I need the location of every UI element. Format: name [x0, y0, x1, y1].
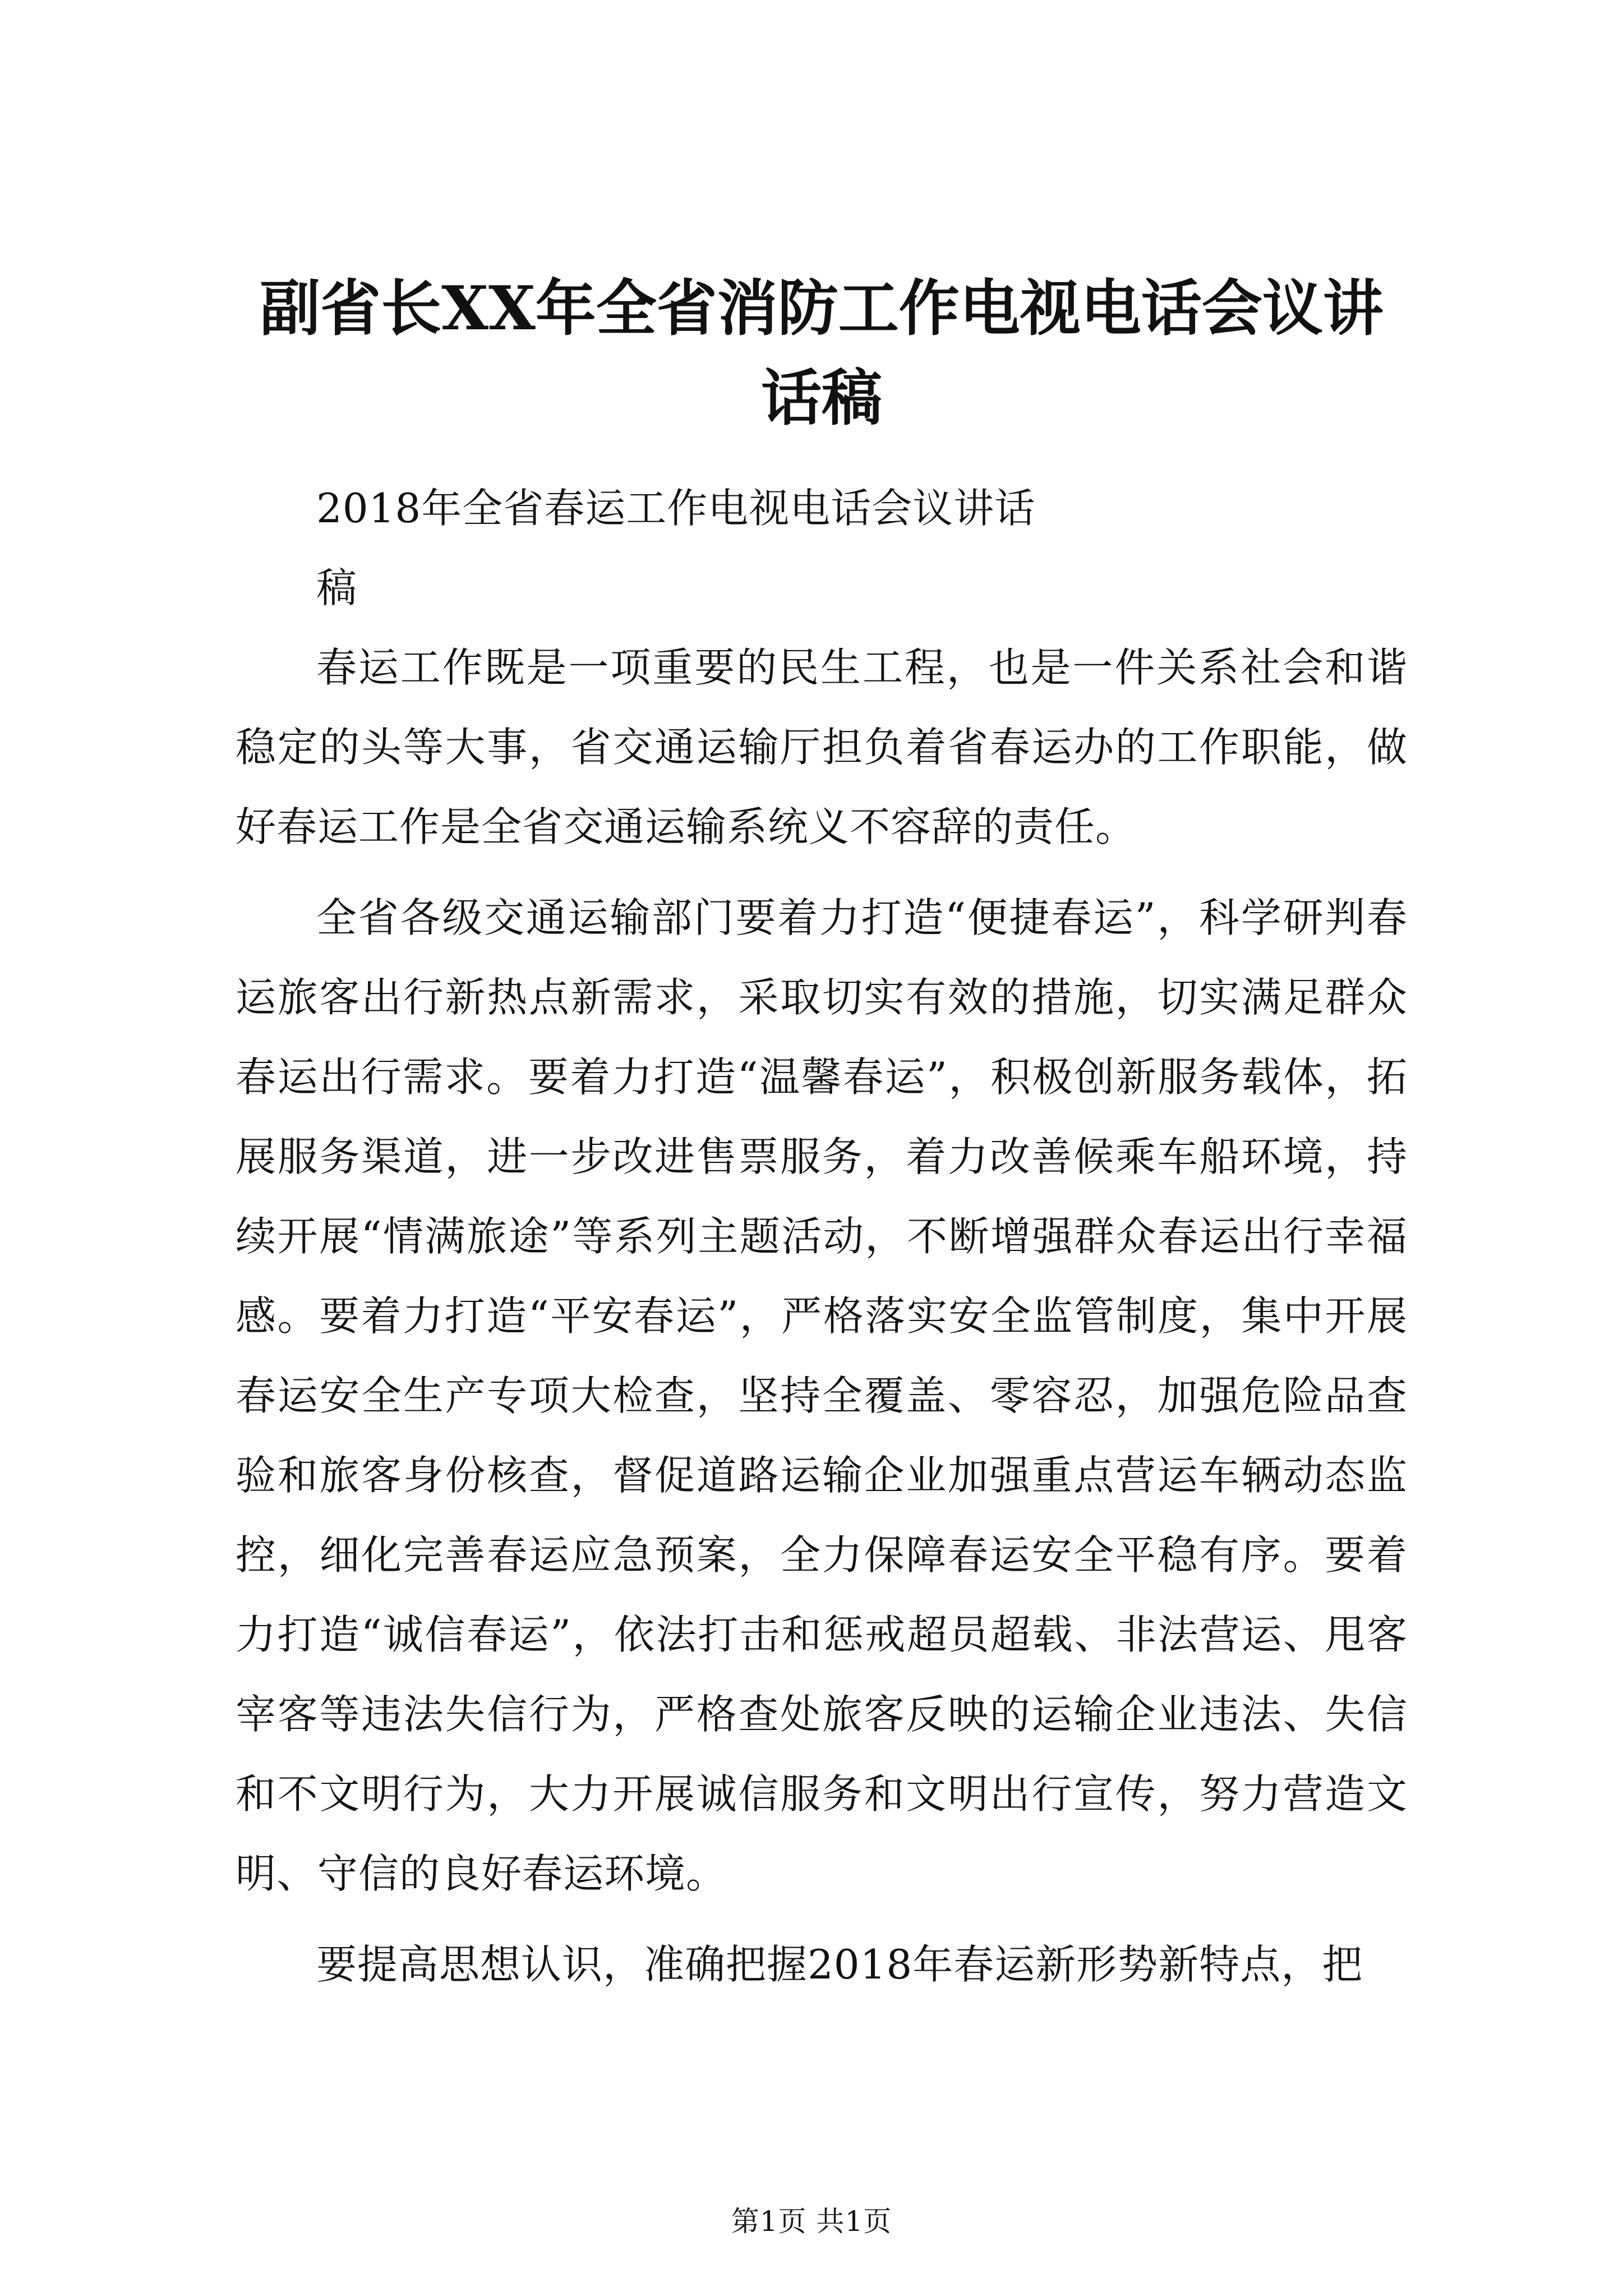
paragraph-intro: 春运工作既是一项重要的民生工程，也是一件关系社会和谐稳定的头等大事，省交通运输厅担负着省春运办的工作职能，做好春运工作是全省交通运输系统义不容辞的责任。	[236, 644, 1408, 850]
document-body	[236, 468, 1408, 2004]
paragraph-continued: 要提高思想认识，准确把握2018年春运新形势新特点，把	[316, 1941, 1363, 1988]
document-title: 副省长XX年全省消防工作电视电话会议讲话稿	[260, 273, 1384, 434]
page-footer: 第1页 共1页	[731, 2205, 892, 2238]
paragraph-subtitle-line-2: 稿	[316, 564, 358, 611]
paragraph-main: 全省各级交通运输部门要着力打造“便捷春运”，科学研判春运旅客出行新热点新需求，采取切实有效的措施，切实满足群众春运出行需求。要着力打造“温馨春运”，积极创新服务载体，拓展服务渠道，进一步改进售票服务，着力改善候乘车船环境，持续开展“情满旅途”等系列主题活动，不断增强群众春运出行幸福感。要着力打造“平安春运”，严格落实安全监管制度，集中开展春运安全生产专项大检查，坚持全覆盖、零容忍，加强危险品查验和旅客身份核查，督促道路运输企业加强重点营运车辆动态监控，细化完善春运应急预案，全力保障春运安全平稳有序。要着力打造“诚信春运”，依法打击和惩戒超员超载、非法营运、甩客宰客等违法失信行为，严格查处旅客反映的运输企业违法、失信和不文明行为，大力开展诚信服务和文明出行宣传，努力营造文明、守信的良好春运环境。	[236, 894, 1408, 1897]
paragraph-subtitle-line-1: 2018年全省春运工作电视电话会议讲话	[316, 485, 1036, 532]
